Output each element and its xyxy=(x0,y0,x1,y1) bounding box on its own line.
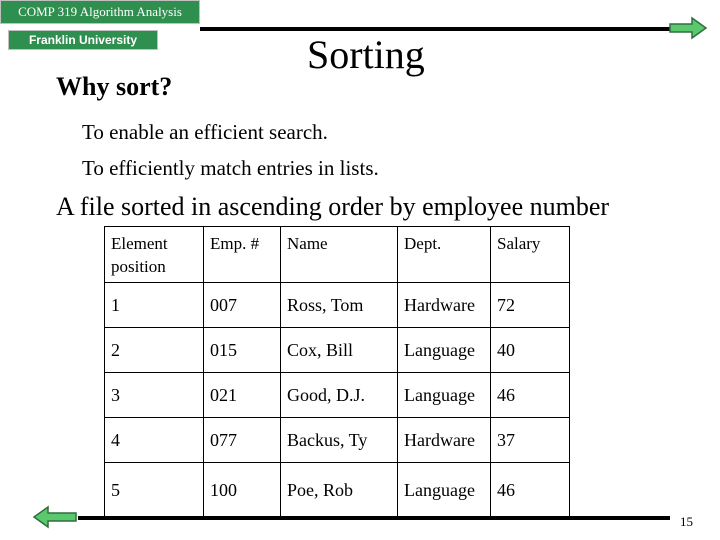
table-cell: 2 xyxy=(105,328,204,373)
table-cell: 4 xyxy=(105,418,204,463)
column-header: Dept. xyxy=(398,227,491,283)
table-cell: 46 xyxy=(491,463,570,518)
table-header-row xyxy=(105,227,570,283)
table-cell: Good, D.J. xyxy=(281,373,398,418)
slide-subtitle: Why sort? xyxy=(56,72,173,101)
table-cell: 021 xyxy=(204,373,281,418)
column-header: Emp. # xyxy=(204,227,281,283)
table-cell: 007 xyxy=(204,283,281,328)
course-label: COMP 319 Algorithm Analysis xyxy=(0,0,200,24)
bottom-rule xyxy=(78,516,670,520)
column-header: Name xyxy=(281,227,398,283)
table-cell: 100 xyxy=(204,463,281,518)
table-row xyxy=(105,418,570,463)
page-number: 15 xyxy=(680,514,693,529)
bullet-point: To enable an efficient search. xyxy=(82,120,328,144)
table-cell: Ross, Tom xyxy=(281,283,398,328)
table-cell: 3 xyxy=(105,373,204,418)
table-cell: 37 xyxy=(491,418,570,463)
table-cell: Language xyxy=(398,373,491,418)
employee-table xyxy=(104,226,570,518)
table-row xyxy=(105,373,570,418)
table-cell: 1 xyxy=(105,283,204,328)
table-cell: 5 xyxy=(105,463,204,518)
table-heading: A file sorted in ascending order by employee number xyxy=(56,192,610,221)
table-row xyxy=(105,328,570,373)
table-cell: Cox, Bill xyxy=(281,328,398,373)
table-cell: 40 xyxy=(491,328,570,373)
university-label: Franklin University xyxy=(8,30,158,50)
table-cell: Hardware xyxy=(398,418,491,463)
table-row xyxy=(105,463,570,518)
column-header: Salary xyxy=(491,227,570,283)
arrow-left-icon[interactable] xyxy=(32,505,78,529)
table-cell: 72 xyxy=(491,283,570,328)
table-cell: Language xyxy=(398,463,491,518)
column-header: Element position xyxy=(105,227,204,283)
bullet-point: To efficiently match entries in lists. xyxy=(82,156,379,180)
table-cell: 015 xyxy=(204,328,281,373)
table-cell: Backus, Ty xyxy=(281,418,398,463)
table-cell: Language xyxy=(398,328,491,373)
table-cell: Poe, Rob xyxy=(281,463,398,518)
arrow-right-icon[interactable] xyxy=(668,16,708,40)
slide-title: Sorting xyxy=(307,32,425,77)
top-rule xyxy=(200,27,670,31)
table-cell: 46 xyxy=(491,373,570,418)
table-cell: Hardware xyxy=(398,283,491,328)
table-cell: 077 xyxy=(204,418,281,463)
table-row xyxy=(105,283,570,328)
